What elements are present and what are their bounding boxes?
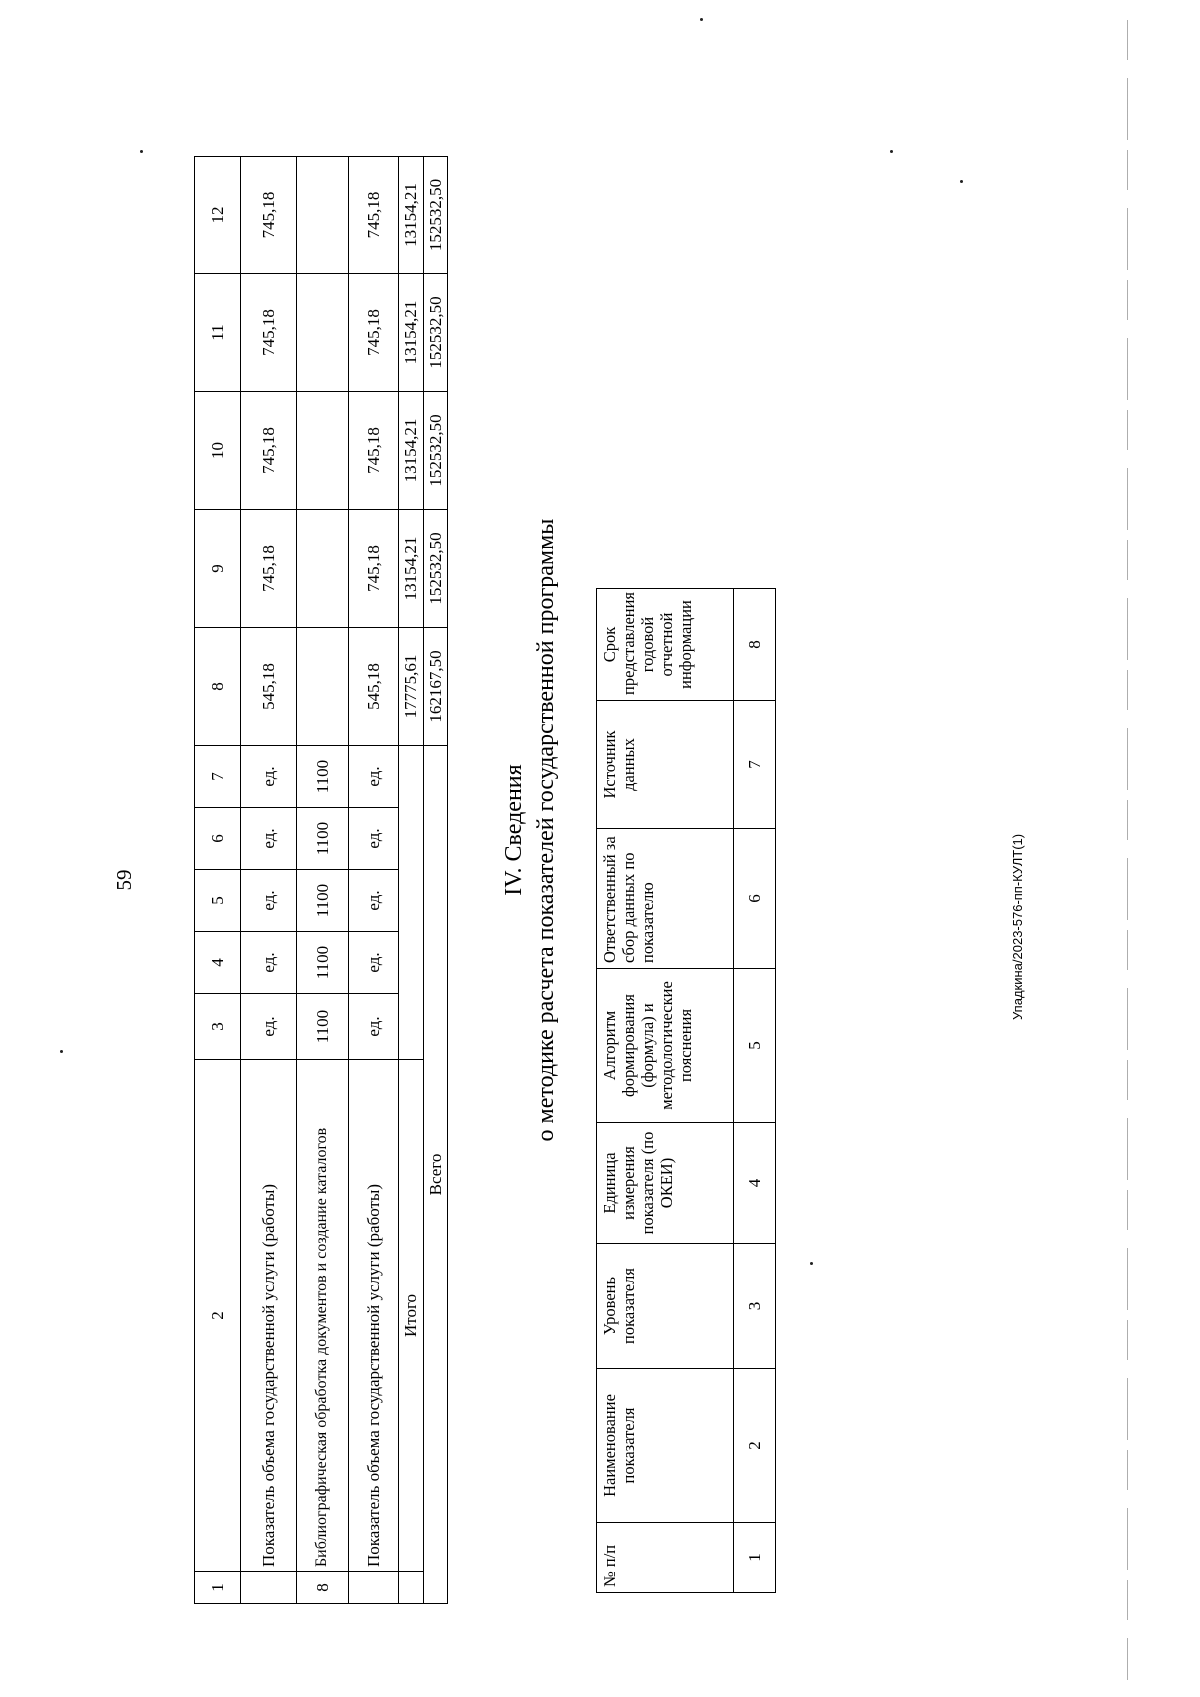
total-row-itogo	[399, 157, 424, 1604]
cell: 4	[734, 1123, 776, 1244]
cell: 1100	[297, 870, 349, 932]
cell: 13154,21	[399, 510, 424, 628]
cell: 745,18	[241, 392, 297, 510]
col-header: 8	[195, 628, 241, 746]
cell	[241, 1572, 297, 1604]
cell: ед.	[241, 746, 297, 808]
cell: 1100	[297, 808, 349, 870]
cell	[297, 628, 349, 746]
cell: Показатель объема государственной услуги (работы)	[241, 1060, 297, 1572]
cell: ед.	[349, 932, 399, 994]
cell: 13154,21	[399, 157, 424, 274]
col-header: 6	[195, 808, 241, 870]
cell: 8	[734, 589, 776, 701]
cell: 2	[734, 1369, 776, 1523]
cell: 745,18	[241, 510, 297, 628]
col-header: 3	[195, 994, 241, 1060]
col-header: 9	[195, 510, 241, 628]
cell: ед.	[349, 870, 399, 932]
scan-speck	[810, 1262, 813, 1265]
total-row-vsego	[423, 157, 448, 1604]
cell: ед.	[241, 932, 297, 994]
cell: 1100	[297, 746, 349, 808]
cell: 162167,50	[423, 628, 448, 746]
cell	[297, 392, 349, 510]
cell: Библиографическая обработка документов и создание каталогов	[297, 1060, 349, 1572]
col-header: 1	[195, 1572, 241, 1604]
cell: 1100	[297, 994, 349, 1060]
cell: 745,18	[241, 157, 297, 274]
col-header: 2	[195, 1060, 241, 1572]
table-number-row	[734, 589, 776, 1593]
cell: 8	[297, 1572, 349, 1604]
section-heading	[498, 450, 578, 1210]
cell: 3	[734, 1244, 776, 1369]
col-header: Источник данных	[597, 701, 734, 829]
cell: 152532,50	[423, 510, 448, 628]
cell: 1	[734, 1523, 776, 1593]
col-header: Наименование показателя	[597, 1369, 734, 1523]
col-header: Ответственный за сбор данных по показателю	[597, 829, 734, 969]
cell: 745,18	[349, 392, 399, 510]
cell: Показатель объема государственной услуги (работы)	[349, 1060, 399, 1572]
vsego-label: Всего	[423, 746, 448, 1604]
cell: 1100	[297, 932, 349, 994]
cell: 13154,21	[399, 392, 424, 510]
col-header: Единица измерения показателя (по ОКЕИ)	[597, 1123, 734, 1244]
cell	[399, 746, 424, 1060]
scan-edge-line	[1127, 20, 1128, 1680]
methodology-table	[596, 589, 776, 1593]
col-header: Срок представления годовой отчетной информации	[597, 589, 734, 701]
scan-speck	[140, 150, 143, 153]
col-header: 10	[195, 392, 241, 510]
cell: 7	[734, 701, 776, 829]
cell: ед.	[241, 994, 297, 1060]
cell: 6	[734, 829, 776, 969]
cell: ед.	[349, 994, 399, 1060]
table-row	[349, 157, 399, 1604]
col-header: 7	[195, 746, 241, 808]
cell: 745,18	[349, 157, 399, 274]
cell: 152532,50	[423, 157, 448, 274]
col-header: 5	[195, 870, 241, 932]
footer-file-id: Упадкина/2023-576-пп-КУЛТ(1)	[1010, 833, 1025, 1020]
cell: 5	[734, 969, 776, 1123]
cell: 745,18	[349, 274, 399, 392]
table-row	[297, 157, 349, 1604]
section-subtitle: о методике расчета показателей государственной программы	[533, 518, 559, 1142]
itogo-label: Итого	[399, 1060, 424, 1572]
cell	[349, 1572, 399, 1604]
col-header: Алгоритм формирования (формула) и методологические пояснения	[597, 969, 734, 1123]
table-header-row	[597, 589, 734, 1593]
cell: 745,18	[349, 510, 399, 628]
table-header-row	[195, 157, 241, 1604]
scan-speck	[700, 18, 703, 21]
scan-speck	[890, 150, 893, 153]
cell: 545,18	[241, 628, 297, 746]
cell: ед.	[349, 746, 399, 808]
cell	[399, 1572, 424, 1604]
table-row	[241, 157, 297, 1604]
cell: 545,18	[349, 628, 399, 746]
col-header: 12	[195, 157, 241, 274]
cell	[297, 510, 349, 628]
funding-table	[194, 157, 445, 1604]
cell: ед.	[349, 808, 399, 870]
col-header: 11	[195, 274, 241, 392]
cell: 17775,61	[399, 628, 424, 746]
scan-speck	[60, 1050, 63, 1053]
cell: ед.	[241, 808, 297, 870]
col-header: 4	[195, 932, 241, 994]
cell	[297, 274, 349, 392]
cell: 152532,50	[423, 392, 448, 510]
cell: ед.	[241, 870, 297, 932]
cell: 13154,21	[399, 274, 424, 392]
scan-speck	[960, 180, 963, 183]
cell: 152532,50	[423, 274, 448, 392]
col-header: Уровень показателя	[597, 1244, 734, 1369]
section-title: IV. Сведения	[501, 764, 527, 896]
col-header: № п/п	[597, 1523, 734, 1593]
cell: 745,18	[241, 274, 297, 392]
page-number: 59	[112, 869, 136, 891]
cell	[297, 157, 349, 274]
